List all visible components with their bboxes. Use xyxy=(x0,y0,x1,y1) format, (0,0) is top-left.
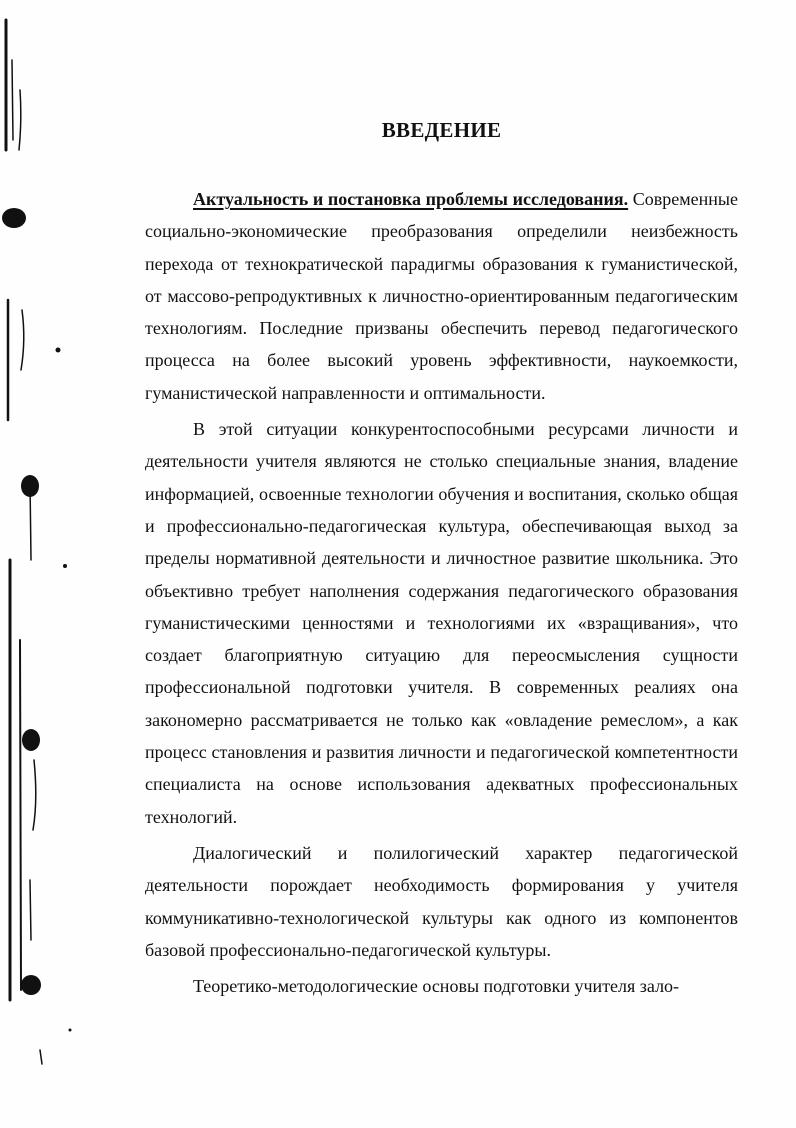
body-text xyxy=(145,183,738,1002)
speck-2 xyxy=(63,564,67,568)
scan-mark-top-3 xyxy=(19,90,21,150)
punch-hole-1 xyxy=(2,208,26,228)
scan-mark-mid-2 xyxy=(21,310,24,370)
speck-1 xyxy=(56,348,61,353)
scan-mark-low-2 xyxy=(20,640,21,990)
punch-hole-4 xyxy=(21,975,41,995)
paragraph-1-text: Современные социально-экономические преобразования определили неизбежность перехода от технократической парадигмы образования к гуманистической, от массово-репродуктивных к личностно-ориентированным педагогическим технологиям. Последние призваны обеспечить перевод педагогического процесса на более высокий уровень эффективности, наукоемкости, гуманистической направленности и оптимальности. xyxy=(145,189,738,403)
paragraph-3: Диалогический и полилогический характер педагогической деятельности порождает необходимость формирования у учителя коммуникативно-технологической культуры как одного из компонентов базовой профессионально-педагогической культуры. xyxy=(145,842,738,960)
scan-mark-low-4 xyxy=(30,880,31,940)
punch-hole-3 xyxy=(22,729,40,751)
paragraph-2: В этой ситуации конкурентоспособными ресурсами личности и деятельности учителя являются не столько специальные знания, владение информацией, освоенные технологии обучения и воспитания, сколько общая и профессионально-педагогическая культура, обеспечивающая выход за пределы нормативной деятельности и личностное развитие школьника. Это объективно требует наполнения содержания педагогического образования гуманистическими ценностями и технологиями их «взращивания», что создает благоприятную ситуацию для переосмысления сущности профессиональной подготовки учителя. В современных реалиях она закономерно рассматривается не только как «овладение ремеслом», а как процесс становления и развития личности и педагогической компетентности специалиста на основе использования адекватных профессиональных технологий. xyxy=(145,419,738,827)
scan-mark-top-2 xyxy=(12,60,13,140)
speck-3 xyxy=(69,1029,72,1032)
scan-margin-artifacts xyxy=(0,0,80,1128)
page-title: ВВЕДЕНИЕ xyxy=(381,118,502,142)
paragraph-4: Теоретико-методологические основы подготовки учителя зало- xyxy=(193,976,680,997)
scan-mark-low-3 xyxy=(33,760,36,830)
paragraph-1-lead: Актуальность и постановка проблемы исследования. xyxy=(193,189,629,209)
punch-hole-2 xyxy=(21,475,39,497)
scan-mark-bottom xyxy=(40,1050,42,1064)
paragraph-1 xyxy=(145,183,738,409)
